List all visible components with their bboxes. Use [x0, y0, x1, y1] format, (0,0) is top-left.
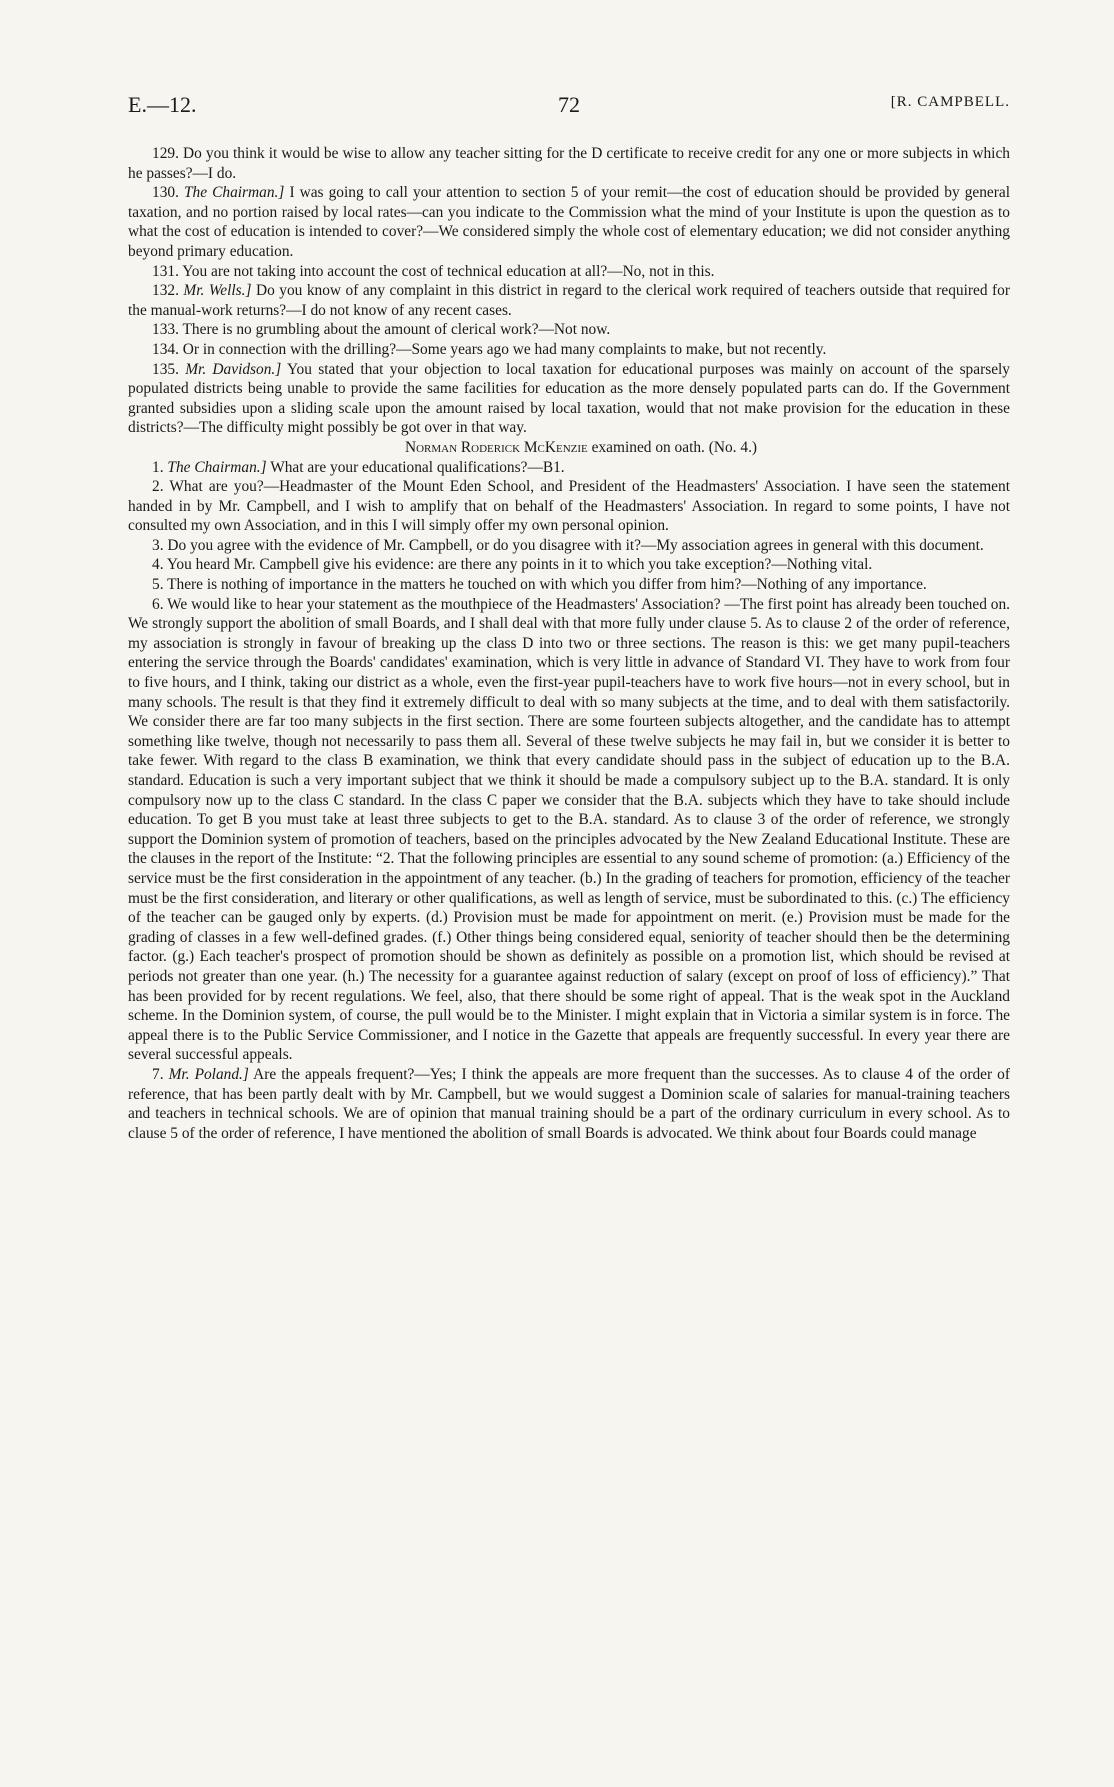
question-number: 3.: [152, 536, 164, 554]
question-text: You heard Mr. Campbell give his evidence: are there any points in it to which you take exception?—Nothing vital.: [166, 556, 873, 574]
witness-heading-rest: examined on oath. (No. 4.): [591, 438, 758, 456]
speaker-name: Mr. Poland.]: [168, 1065, 249, 1083]
question-paragraph: [128, 1065, 1010, 1143]
question-paragraph: [128, 360, 1010, 438]
question-number: 130.: [152, 184, 179, 202]
witness-name: Norman Roderick McKenzie: [404, 438, 588, 456]
question-number: 134.: [152, 340, 179, 358]
question-paragraph: [128, 183, 1010, 261]
question-number: 5.: [152, 576, 164, 594]
question-paragraph: [128, 281, 1010, 320]
running-head: [R. CAMPBELL.: [890, 94, 1010, 110]
question-text: Do you know of any complaint in this district in regard to the clerical work required of teachers outside that required for the manual-work returns?—I do not know of any recent cases.: [128, 282, 1010, 319]
question-text: We would like to hear your statement as the mouthpiece of the Headmasters' Association? —The first point has already been touched on. We strongly support the abolition of small Boards, and I shall deal with that more fully under clause 5. As to clause 2 of the order of reference, my association is strongly in favour of breaking up the class D into two or three sections. The reason is this: we get many pupil-teachers entering the service through the Boards' candidates' examination, which is very little in advance of Standard VI. They have to work from four to five hours, and I think, taking our district as a whole, even the first-year pupil-teachers have to work five hours—not in every school, but in many schools. The result is that they find it extremely difficult to deal with so many subjects at the time, and to deal with them satisfactorily. We consider there are far too many subjects in the first section. There are some fourteen subjects altogether, and the candidate has to attempt something like twelve, though not necessarily to pass them all. Several of these twelve subjects he may fail in, but we consider it is better to take fewer. With regard to the class B examination, we think that every candidate should pass in the subject of education up to the B.A. standard. Education is such a very important subject that we think it should be made a compulsory subject up to the B.A. standard. It is only compulsory now up to the class C standard. In the class C paper we consider that the B.A. subjects which they have to take should include education. To get B you must take at least three subjects to get to the B.A. standard. As to clause 3 of the order of reference, we strongly support the Dominion system of promotion of teachers, based on the principles advocated by the New Zealand Educational Institute. These are the clauses in the report of the Institute: “2. That the following principles are essential to any sound scheme of promotion: (a.) Efficiency of the service must be the first consideration in the appointment of any teacher. (b.) In the grading of teachers for promotion, efficiency of the teacher must be the first consideration, and literary or other qualifications, as well as length of service, must be subordinated to this. (c.) The efficiency of the teacher can be gauged only by experts. (d.) Provision must be made for appointment on merit. (e.) Provision must be made for the grading of classes in a few well-defined grades. (f.) Other things being considered equal, seniority of teacher should then be the determining factor. (g.) Each teacher's prospect of promotion should be shown as definitely as possible on a promotion list, which should be revised at periods not greater than one year. (h.) The necessity for a guarantee against reduction of salary (except on proof of loss of efficiency).” That has been provided for by recent regulations. We feel, also, that there should be some right of appeal. That is the weak spot in the Auckland scheme. In the Dominion system, of course, the pull would be to the Minister. I might explain that in Victoria a similar system is in force. The appeal there is to the Public Service Commissioner, and I notice in the Gazette that appeals are frequently successful. In every year there are several successful appeals.: [128, 595, 1011, 1064]
question-number: 4.: [152, 556, 164, 574]
question-number: 6.: [152, 595, 164, 613]
question-text: Do you agree with the evidence of Mr. Campbell, or do you disagree with it?—My association agrees in general with this document.: [167, 536, 984, 554]
question-paragraph: [128, 575, 1010, 595]
page-body: [128, 144, 1010, 1143]
question-text: Do you think it would be wise to allow any teacher sitting for the D certificate to receive credit for any one or more subjects in which he passes?—I do.: [128, 145, 1010, 182]
question-text: I was going to call your attention to section 5 of your remit—the cost of education should be provided by general taxation, and no portion raised by local rates—can you indicate to the Commission what the mind of your Institute is upon the question as to what the cost of education is intended to cover?—We considered simply the whole cost of elementary education; we did not consider anything beyond primary education.: [128, 184, 1010, 260]
question-text: You stated that your objection to local taxation for educational purposes was mainly on account of the sparsely populated districts being unable to provide the same facilities for education as the more densely populated parts can do. If the Government granted subsidies upon a sliding scale upon the amount raised by local taxation, would that not make provision for the education in these districts?—The difficulty might possibly be got over in that way.: [128, 360, 1010, 437]
document-code: E.—12.: [128, 92, 197, 117]
question-number: 131.: [152, 262, 179, 280]
witness-heading: [128, 438, 1010, 458]
question-paragraph: [128, 555, 1010, 575]
question-number: 1.: [152, 458, 164, 476]
speaker-name: Mr. Davidson.]: [185, 360, 282, 378]
question-paragraph: [128, 595, 1010, 1065]
question-text: There is nothing of importance in the matters he touched on with which you differ from him?—Nothing of any importance.: [167, 576, 927, 594]
question-text: Are the appeals frequent?—Yes; I think the appeals are more frequent than the successes. As to clause 4 of the order of reference, that has been partly dealt with by Mr. Campbell, but we would suggest a Dominion scale of salaries for manual-training teachers and teachers in technical schools. We are of opinion that manual training should be a part of the ordinary curriculum in every school. As to clause 5 of the order of reference, I have mentioned the abolition of small Boards is advocated. We think about four Boards could manage: [128, 1065, 1010, 1142]
question-paragraph: [128, 536, 1010, 556]
testimony-section-mckenzie: [128, 458, 1010, 1144]
page-header: [128, 92, 1010, 122]
speaker-name: The Chairman.]: [183, 184, 285, 202]
question-paragraph: [128, 320, 1010, 340]
question-paragraph: [128, 458, 1010, 478]
question-number: 2.: [152, 478, 164, 496]
speaker-name: The Chairman.]: [167, 458, 267, 476]
question-paragraph: [128, 262, 1010, 282]
question-number: 7.: [152, 1065, 164, 1083]
page-number: 72: [558, 92, 580, 117]
question-text: What are you?—Headmaster of the Mount Eden School, and President of the Headmasters' Association. I have seen the statement handed in by Mr. Campbell, and I wish to amplify that on behalf of the Headmasters' Association. In regard to some points, I have not consulted my own Association, and in this I will simply offer my own personal opinion.: [128, 478, 1010, 535]
testimony-section-campbell: [128, 144, 1010, 438]
question-number: 133.: [152, 321, 179, 339]
question-paragraph: [128, 340, 1010, 360]
question-paragraph: [128, 477, 1010, 536]
question-text: Or in connection with the drilling?—Some years ago we had many complaints to make, but not recently.: [182, 340, 827, 358]
speaker-name: Mr. Wells.]: [183, 282, 252, 300]
question-paragraph: [128, 144, 1010, 183]
question-number: 132.: [152, 282, 179, 300]
question-number: 135.: [152, 360, 179, 378]
question-number: 129.: [152, 145, 179, 162]
question-text: You are not taking into account the cost of technical education at all?—No, not in this.: [182, 262, 715, 280]
question-text: What are your educational qualifications?—B1.: [270, 458, 565, 476]
question-text: There is no grumbling about the amount of clerical work?—Not now.: [182, 321, 611, 339]
